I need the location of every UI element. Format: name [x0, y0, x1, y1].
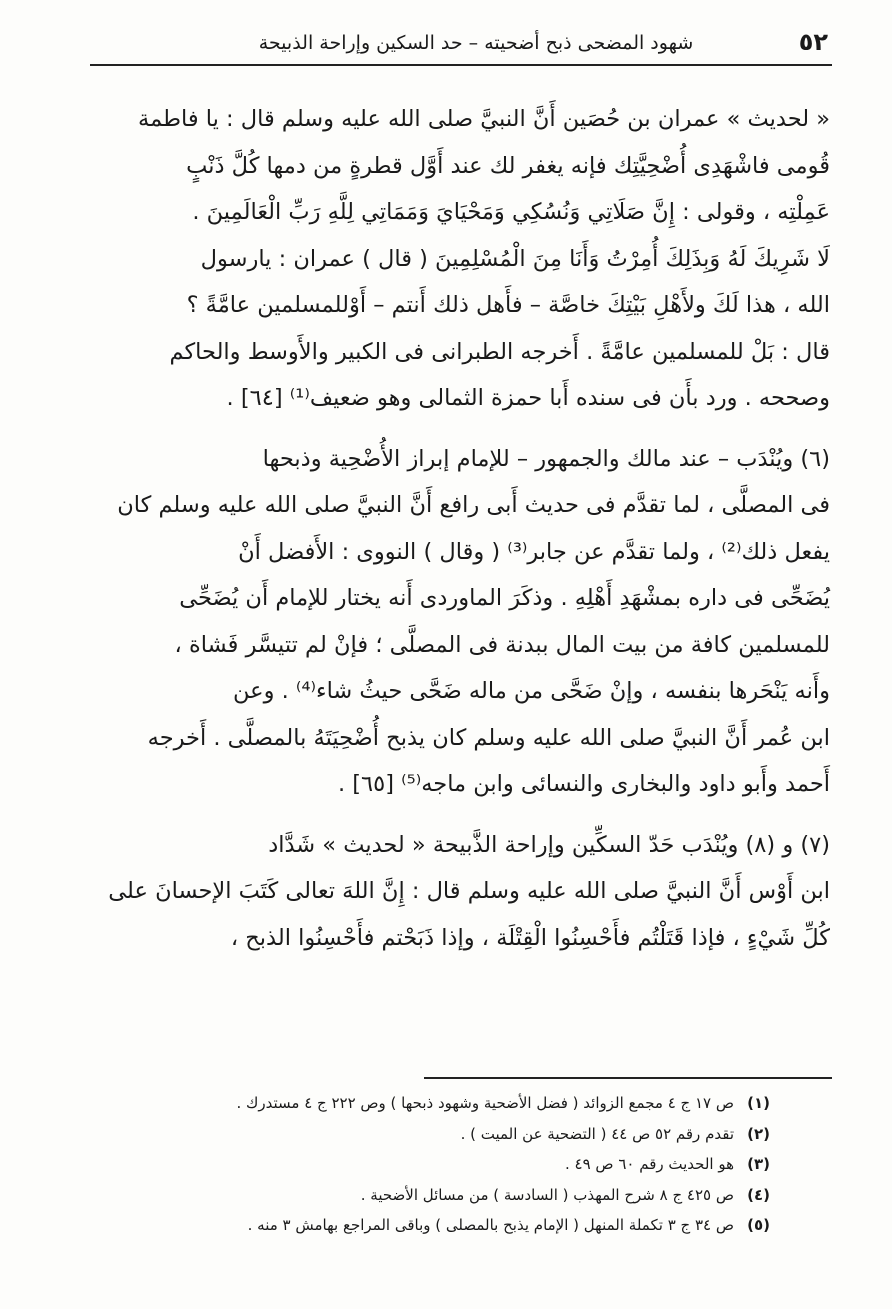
text-line: يفعل ذلك⁽²⁾ ، ولما تقدَّم عن جابر⁽³⁾ ( وقال ) النووى : الأَفضل أَنْ [238, 538, 830, 565]
text-line: وأَنه يَنْحَرها بنفسه ، وإنْ ضَحَّى من ماله ضَحَّى حيثُ شاء⁽⁴⁾ . وعن [233, 678, 830, 704]
footnote-1 [98, 1088, 770, 1119]
footnotes [98, 1088, 770, 1241]
text-line: وصححه . ورد بأَن فى سنده أَبا حمزة الثمالى وهو ضعيف⁽¹⁾ [٦٤] . [226, 385, 830, 411]
page-number: ٥٢ [798, 28, 828, 56]
paragraph-section-6 [98, 436, 830, 808]
footnote-rule [424, 1077, 832, 1079]
text-line: عَمِلْتِه ، وقولى : إِنَّ صَلَاتِي وَنُسُكِي وَمَحْيَايَ وَمَمَاتِي لِلَّهِ رَبِّ الْعَالَمِينَ . [192, 199, 830, 225]
footnote-number: (٢) [747, 1124, 770, 1143]
text-line: قُومى فاشْهَدِى أُضْحِيَّتِك فإنه يغفر لك عند أَوَّل قطرةٍ من دمها كُلَّ ذَنْبٍ [186, 152, 830, 179]
footnote-3 [98, 1149, 770, 1180]
text-line: قال : بَلْ للمسلمين عامَّةً . أَخرجه الطبرانى فى الكبير والأَوسط والحاكم [169, 338, 830, 365]
text-line: أَحمد وأَبو داود والبخارى والنسائى وابن ماجه⁽⁵⁾ [٦٥] . [337, 771, 830, 797]
body-text [98, 96, 830, 961]
text-line: (٧) و (٨) ويُنْدَب حَدّ السكِّين وإراحة الذَّبيحة « لحديث » شَدَّاد [268, 831, 830, 858]
page-header [90, 22, 832, 62]
text-line: يُضَحِّى فى داره بمشْهَدِ أَهْلِهِ . وذكَرَ الماوردى أَنه يختار للإمام أَن يُضَحِّى [179, 585, 830, 611]
footnote-text: ص ٤٢٥ ج ٨ شرح المهذب ( السادسة ) من مسائل الأضحية . [360, 1185, 734, 1204]
footnote-number: (١) [747, 1094, 770, 1112]
footnote-text: هو الحديث رقم ٦٠ ص ٤٩ . [564, 1155, 734, 1173]
text-line: كُلِّ شَيْءٍ ، فإذا قَتَلْتُم فأَحْسِنُوا الْقِتْلَة ، وإذا ذَبَحْتم فأَحْسِنُوا الذبح ، [230, 924, 830, 951]
text-line: (٦) ويُنْدَب – عند مالك والجمهور – للإمام إبراز الأُضْحِية وذبحها [262, 445, 830, 472]
text-line: ابن عُمر أَنَّ النبيَّ صلى الله عليه وسلم كان يذبح أُضْحِيَتَهُ بالمصلَّى . أَخرجه [147, 724, 830, 751]
paragraph-section-7-8 [98, 822, 830, 962]
footnote-text: تقدم رقم ٥٢ ص ٤٤ ( التضحية عن الميت ) . [460, 1124, 734, 1143]
text-line: ابن أَوْس أَنَّ النبيَّ صلى الله عليه وسلم قال : إِنَّ اللهَ تعالى كَتَبَ الإحسانَ على [108, 878, 830, 904]
text-line: الله ، هذا لَكَ ولأَهْلِ بَيْتِكَ خاصَّة – فأَهل ذلك أَنتم – أَوْللمسلمين عامَّةً ؟ [186, 292, 830, 318]
footnote-5 [98, 1210, 770, 1241]
footnote-number: (٥) [747, 1216, 770, 1234]
text-line: فى المصلَّى ، لما تقدَّم فى حديث أَبى رافع أَنَّ النبيَّ صلى الله عليه وسلم كان [117, 492, 830, 518]
text-line: للمسلمين كافة من بيت المال ببدنة فى المصلَّى ؛ فإنْ لم تتيسَّر فَشاة ، [174, 631, 830, 658]
footnote-4 [98, 1180, 770, 1211]
footnote-text: ص ٣٤ ج ٣ تكملة المنهل ( الإمام يذبح بالمصلى ) وباقى المراجع بهامش ٣ منه . [247, 1216, 734, 1234]
footnote-text: ص ١٧ ج ٤ مجمع الزوائد ( فضل الأضحية وشهود ذبحها ) وص ٢٢٢ ج ٤ مستدرك . [236, 1094, 734, 1112]
header-rule [90, 64, 832, 66]
text-line: لَا شَرِيكَ لَهُ وَبِذَلِكَ أُمِرْتُ وَأَنَا مِنَ الْمُسْلِمِينَ ( قال ) عمران : يارسول [200, 245, 830, 272]
paragraph-hadith-imran [98, 96, 830, 422]
running-title: شهود المضحى ذبح أضحيته – حد السكين وإراحة الذبيحة [258, 32, 694, 54]
footnote-number: (٣) [747, 1155, 770, 1173]
footnote-2 [98, 1119, 770, 1150]
text-line: « لحديث » عمران بن حُصَين أَنَّ النبيَّ صلى الله عليه وسلم قال : يا فاطمة [138, 106, 830, 132]
footnote-number: (٤) [747, 1185, 770, 1204]
